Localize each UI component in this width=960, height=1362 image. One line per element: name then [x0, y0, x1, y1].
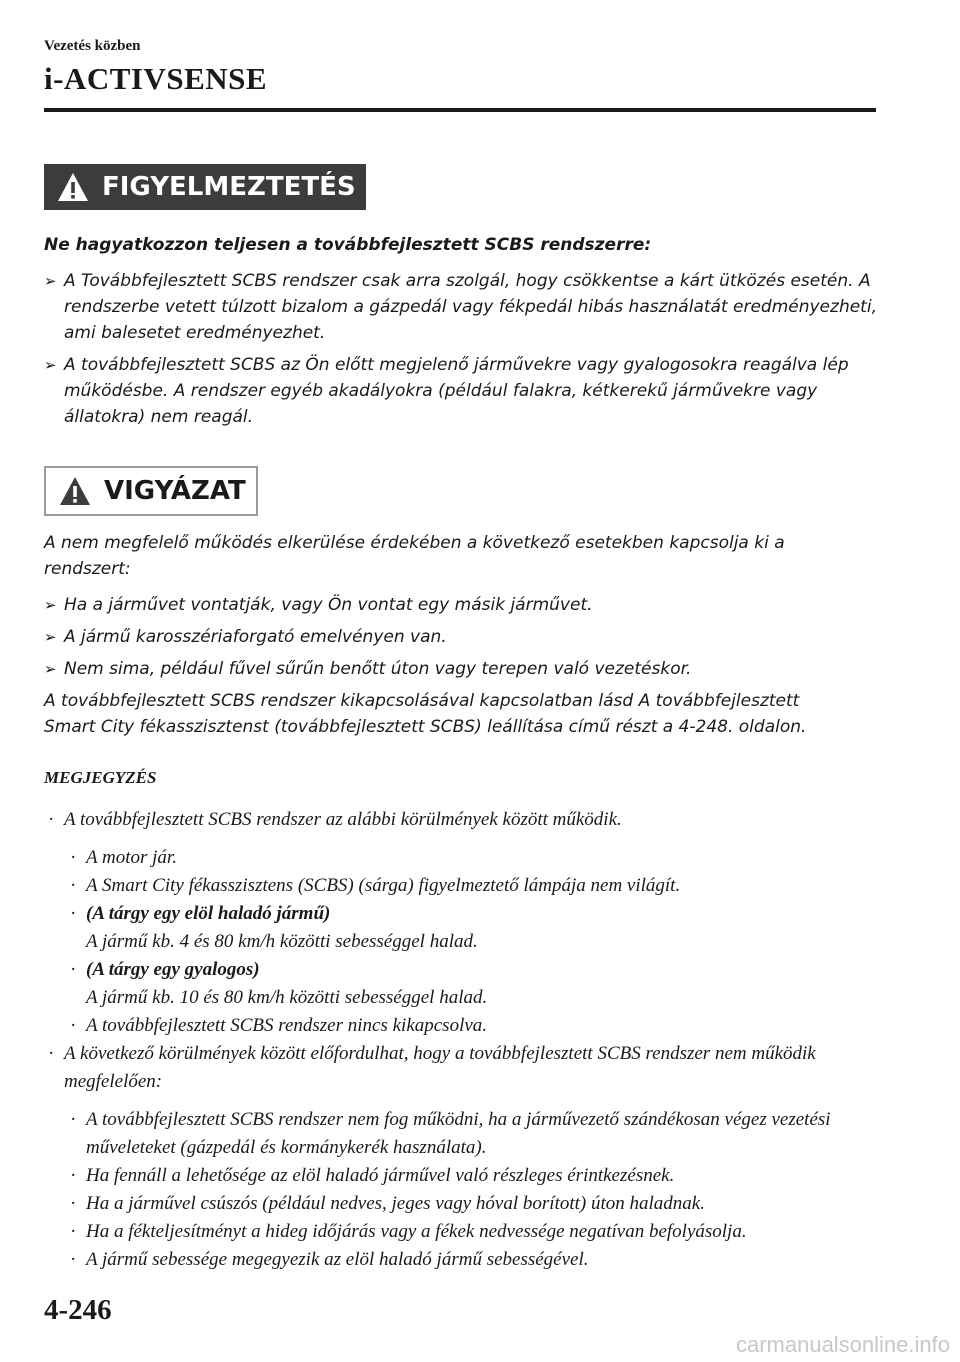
dot-bullet-icon: · [70, 1221, 77, 1242]
note-subitem: · Ha a fékteljesítményt a hideg időjárás vagy a fékek nedvessége negatívan befolyásolja. [44, 1218, 884, 1246]
caution-body [44, 530, 884, 740]
dot-bullet-icon: · [70, 1015, 77, 1036]
list-item: ➢ A Továbbfejlesztett SCBS rendszer csak arra szolgál, hogy csökkentse a kárt ütközés esetén. A rendszerbe vetett túlzott bizalom a gázpedál vagy fékpedál hibás használatát eredményezheti, ami balesetet eredményezhet. [44, 268, 884, 346]
warning-badge [44, 164, 366, 210]
note-subitem: · (A tárgy egy elöl haladó jármű) A jármű kb. 4 és 80 km/h közötti sebességgel halad. [44, 900, 884, 956]
caution-footer: A továbbfejlesztett SCBS rendszer kikapcsolásával kapcsolatban lásd A továbbfejlesztett Smart City fékasszisztenst (továbbfejlesztett SCBS) leállítása című részt a 4-248. oldalon. [44, 691, 807, 737]
note-subitem: · Ha fennáll a lehetősége az elöl haladó járművel való részleges érintkezésnek. [44, 1162, 884, 1190]
dot-bullet-icon: · [70, 1249, 77, 1270]
note-subitem: · A motor jár. [44, 844, 884, 872]
section-label: Vezetés közben [44, 38, 141, 54]
watermark: carmanualsonline.info [735, 1332, 950, 1357]
dot-bullet-icon: · [48, 809, 55, 830]
note-subitem: · A továbbfejlesztett SCBS rendszer nincs kikapcsolva. [44, 1012, 884, 1040]
note-subitem: · (A tárgy egy gyalogos) A jármű kb. 10 és 80 km/h közötti sebességgel halad. [44, 956, 884, 1012]
note-body [44, 806, 884, 1274]
dot-bullet-icon: · [70, 847, 77, 868]
caution-badge [44, 466, 258, 516]
arrow-bullet-icon: ➢ [44, 628, 57, 646]
note-subitem: · A továbbfejlesztett SCBS rendszer nem fog működni, ha a járművezető szándékosan végez vezetési műveleteket (gázpedál és kormánykerék használata). [44, 1106, 866, 1162]
note-item: · A továbbfejlesztett SCBS rendszer az alábbi körülmények között működik. [44, 806, 884, 834]
page-number: 4-246 [44, 1294, 112, 1326]
note-title: MEGJEGYZÉS [44, 768, 157, 787]
dot-bullet-icon: · [70, 903, 77, 924]
page-title: i-ACTIVSENSE [44, 61, 268, 96]
note-subitem: · A Smart City fékasszisztens (SCBS) (sárga) figyelmeztető lámpája nem világít. [44, 872, 884, 900]
warning-triangle-icon [58, 475, 92, 507]
caution-label: VIGYÁZAT [104, 476, 246, 506]
warning-body [44, 232, 884, 436]
dot-bullet-icon: · [70, 959, 77, 980]
dot-bullet-icon: · [70, 1193, 77, 1214]
header-divider [44, 108, 876, 112]
arrow-bullet-icon: ➢ [44, 660, 57, 678]
list-item: ➢ Ha a járművet vontatják, vagy Ön vontat egy másik járművet. [44, 592, 884, 618]
warning-triangle-icon [56, 171, 90, 203]
caution-list [44, 592, 884, 682]
warning-label: FIGYELMEZTETÉS [102, 172, 356, 202]
warning-list [44, 268, 884, 430]
dot-bullet-icon: · [70, 875, 77, 896]
arrow-bullet-icon: ➢ [44, 596, 57, 614]
arrow-bullet-icon: ➢ [44, 356, 57, 374]
dot-bullet-icon: · [70, 1165, 77, 1186]
note-subitem: · A jármű sebessége megegyezik az elöl haladó jármű sebességével. [44, 1246, 884, 1274]
arrow-bullet-icon: ➢ [44, 272, 57, 290]
note-subitem: · Ha a járművel csúszós (például nedves, jeges vagy hóval borított) úton haladnak. [44, 1190, 884, 1218]
list-item: ➢ A továbbfejlesztett SCBS az Ön előtt megjelenő járművekre vagy gyalogosokra reagálva lép működésbe. A rendszer egyéb akadályokra (például falakra, kétkerekű járművekre vagy állatokra) nem reagál. [44, 352, 884, 430]
dot-bullet-icon: · [48, 1043, 55, 1064]
note-item: · A következő körülmények között előfordulhat, hogy a továbbfejlesztett SCBS rendszer nem működik megfelelően: [44, 1040, 874, 1096]
page-header [44, 38, 876, 97]
list-item: ➢ A jármű karosszériaforgató emelvényen van. [44, 624, 884, 650]
warning-lead: Ne hagyatkozzon teljesen a továbbfejlesztett SCBS rendszerre: [44, 235, 652, 255]
caution-lead: A nem megfelelő működés elkerülése érdekében a következő esetekben kapcsolja ki a rendszert: [44, 533, 785, 579]
list-item: ➢ Nem sima, például fűvel sűrűn benőtt úton vagy terepen való vezetéskor. [44, 656, 884, 682]
dot-bullet-icon: · [70, 1109, 77, 1130]
